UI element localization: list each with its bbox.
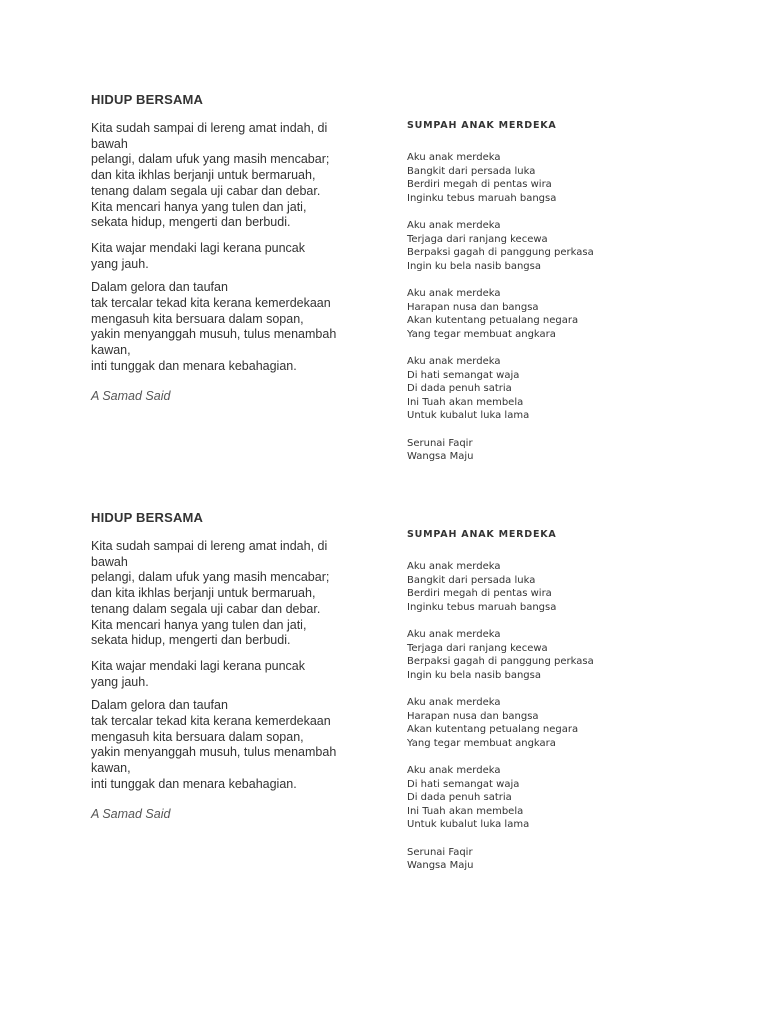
- poem-line: Aku anak merdeka: [407, 220, 501, 231]
- poem-line: sekata hidup, mengerti dan berbudi.: [91, 633, 291, 648]
- poem-line: mengasuh kita bersuara dalam sopan,: [91, 311, 304, 326]
- poem-line: bawah: [91, 554, 128, 569]
- poem-line: Kita sudah sampai di lereng amat indah, di: [91, 121, 328, 135]
- poem-line: dan kita ikhlas berjanji untuk bermaruah,: [91, 168, 316, 183]
- poem-line: Kita mencari hanya yang tulen dan jati,: [91, 617, 307, 632]
- poem-line: inti tunggak dan menara kebahagian.: [91, 358, 297, 373]
- right-poem-block: [407, 529, 707, 887]
- poem-line: kawan,: [91, 343, 131, 358]
- poem-line: Berdiri megah di pentas wira: [407, 588, 552, 599]
- left-stanza-1: [91, 121, 356, 231]
- poem-line: Aku anak merdeka: [407, 629, 501, 640]
- right-stanza: [407, 287, 707, 341]
- poem-line: inti tunggak dan menara kebahagian.: [91, 776, 297, 791]
- right-stanzas: [407, 151, 707, 423]
- left-poem-author: A Samad Said: [91, 388, 171, 403]
- poem-line: tenang dalam segala uji cabar dan debar.: [91, 183, 321, 198]
- poem-line: pelangi, dalam ufuk yang masih mencabar;: [91, 152, 330, 167]
- right-stanza: [407, 696, 707, 750]
- left-stanza-3: [91, 698, 356, 792]
- poem-line: Kita sudah sampai di lereng amat indah, di: [91, 539, 328, 553]
- poem-line: Bangkit dari persada luka: [407, 165, 536, 177]
- poem-line: Aku anak merdeka: [407, 356, 501, 367]
- poem-line: dan kita ikhlas berjanji untuk bermaruah,: [91, 586, 316, 601]
- right-stanza: [407, 151, 707, 205]
- left-stanza-2: [91, 659, 356, 690]
- left-stanza-3: [91, 280, 356, 374]
- poem-line: Berpaksi gagah di panggung perkasa: [407, 247, 594, 258]
- poem-line: Aku anak merdeka: [407, 561, 501, 572]
- poem-line: Di hati semangat waja: [407, 369, 520, 381]
- poem-line: Terjaga dari ranjang kecewa: [407, 233, 548, 245]
- poem-line: Di dada penuh satria: [407, 792, 512, 803]
- poem-line: Di hati semangat waja: [407, 778, 520, 790]
- poem-line: tak tercalar tekad kita kerana kemerdekaan: [91, 714, 331, 729]
- poem-line: Kita wajar mendaki lagi kerana puncak: [91, 658, 306, 673]
- poem-line: Dalam gelora dan taufan: [91, 698, 228, 713]
- poem-line: Akan kutentang petualang negara: [407, 724, 579, 735]
- poem-line: yang jauh.: [91, 674, 149, 689]
- poem-line: Aku anak merdeka: [407, 697, 501, 708]
- right-poem-author: [407, 437, 707, 464]
- right-stanza: [407, 560, 707, 614]
- poem-line: Berdiri megah di pentas wira: [407, 179, 552, 190]
- poem-line: Terjaga dari ranjang kecewa: [407, 642, 548, 654]
- poem-line: Harapan nusa dan bangsa: [407, 710, 539, 722]
- poem-line: Untuk kubalut luka lama: [407, 819, 530, 830]
- poem-line: yakin menyanggah musuh, tulus menambah: [91, 327, 337, 342]
- poem-line: Wangsa Maju: [407, 451, 474, 462]
- poem-line: mengasuh kita bersuara dalam sopan,: [91, 729, 304, 744]
- poem-line: yakin menyanggah musuh, tulus menambah: [91, 745, 337, 760]
- right-stanza: [407, 628, 707, 682]
- poem-line: Inginku tebus maruah bangsa: [407, 192, 557, 204]
- poem-line: kawan,: [91, 761, 131, 776]
- left-poem-title: HIDUP BERSAMA: [91, 510, 204, 525]
- poem-line: tak tercalar tekad kita kerana kemerdekaan: [91, 296, 331, 311]
- poem-line: Bangkit dari persada luka: [407, 574, 536, 586]
- poem-line: Aku anak merdeka: [407, 152, 501, 163]
- right-stanzas: [407, 560, 707, 832]
- poem-line: bawah: [91, 136, 128, 151]
- poem-line: Kita mencari hanya yang tulen dan jati,: [91, 199, 307, 214]
- poem-line: Aku anak merdeka: [407, 765, 501, 776]
- poem-line: Yang tegar membuat angkara: [407, 737, 556, 749]
- right-poem-title: SUMPAH ANAK MERDEKA: [407, 529, 557, 540]
- poem-line: Harapan nusa dan bangsa: [407, 301, 539, 313]
- left-stanza-1: [91, 539, 356, 649]
- left-stanza-2: [91, 241, 356, 272]
- poem-line: Wangsa Maju: [407, 860, 474, 871]
- poem-line: Ini Tuah akan membela: [407, 805, 524, 817]
- right-stanza: [407, 355, 707, 423]
- right-poem-block: [407, 120, 707, 478]
- poem-line: sekata hidup, mengerti dan berbudi.: [91, 215, 291, 230]
- poem-line: Aku anak merdeka: [407, 288, 501, 299]
- poem-line: tenang dalam segala uji cabar dan debar.: [91, 601, 321, 616]
- poem-line: Ingin ku bela nasib bangsa: [407, 260, 541, 272]
- left-poem-author: A Samad Said: [91, 806, 171, 821]
- right-stanza: [407, 764, 707, 832]
- right-stanza: [407, 219, 707, 273]
- left-poem-block: [91, 510, 356, 822]
- poem-line: Untuk kubalut luka lama: [407, 410, 530, 421]
- left-poem-block: [91, 92, 356, 404]
- poem-line: Kita wajar mendaki lagi kerana puncak: [91, 240, 306, 255]
- poem-line: pelangi, dalam ufuk yang masih mencabar;: [91, 570, 330, 585]
- poem-line: Ini Tuah akan membela: [407, 396, 524, 408]
- right-poem-author: [407, 846, 707, 873]
- right-poem-title: SUMPAH ANAK MERDEKA: [407, 120, 557, 131]
- poem-line: Serunai Faqir: [407, 846, 473, 858]
- poem-line: Dalam gelora dan taufan: [91, 280, 228, 295]
- poem-line: Akan kutentang petualang negara: [407, 315, 579, 326]
- poem-line: Yang tegar membuat angkara: [407, 328, 556, 340]
- poem-line: Ingin ku bela nasib bangsa: [407, 669, 541, 681]
- poem-line: Berpaksi gagah di panggung perkasa: [407, 656, 594, 667]
- poem-line: Di dada penuh satria: [407, 383, 512, 394]
- poem-line: Inginku tebus maruah bangsa: [407, 601, 557, 613]
- poem-line: Serunai Faqir: [407, 437, 473, 449]
- poem-line: yang jauh.: [91, 256, 149, 271]
- left-poem-title: HIDUP BERSAMA: [91, 92, 204, 107]
